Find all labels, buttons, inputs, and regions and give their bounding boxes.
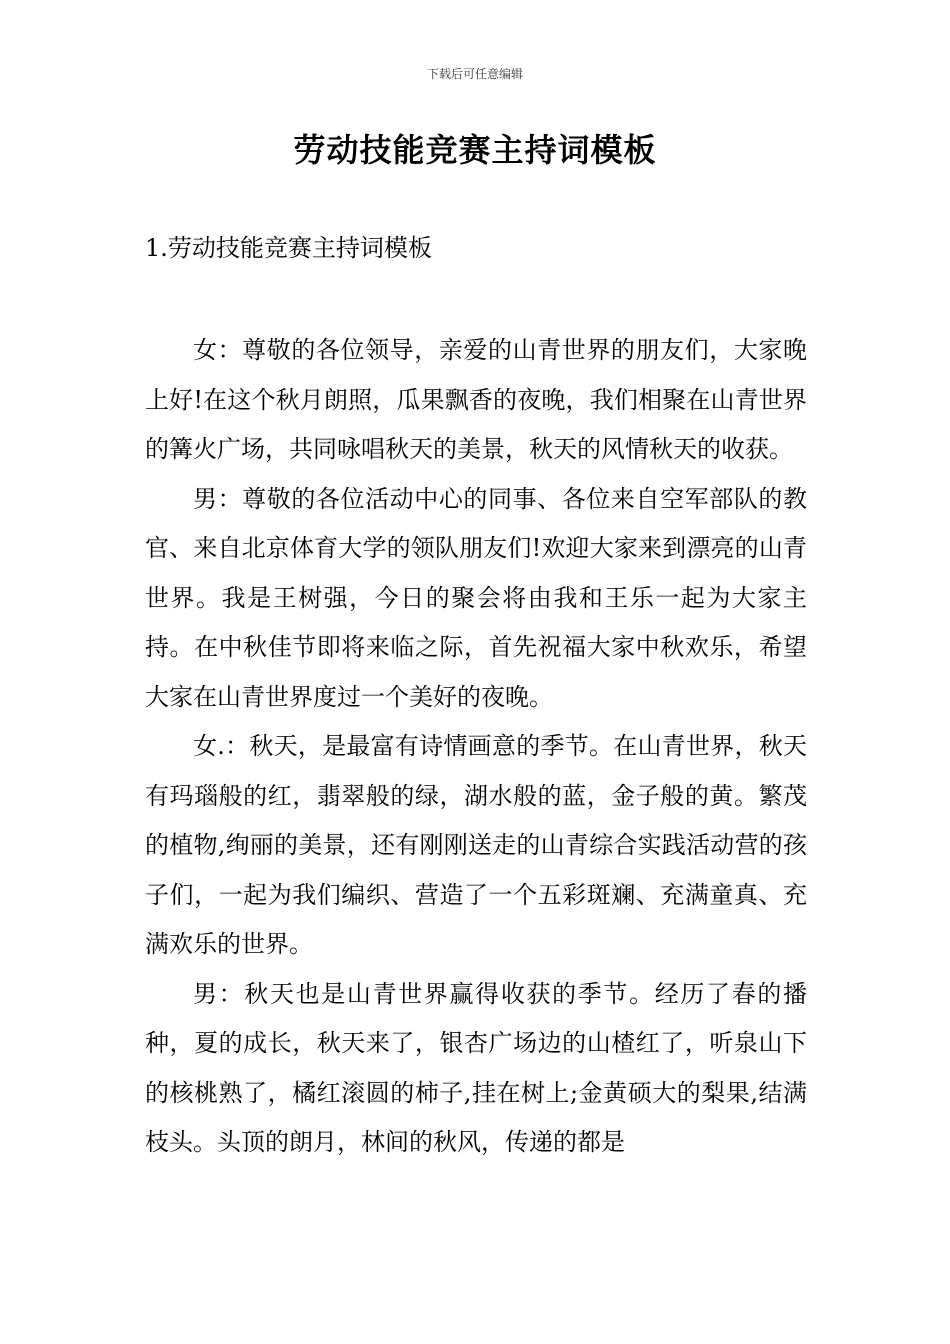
paragraph: 女.：秋天，是最富有诗情画意的季节。在山青世界，秋天有玛瑙般的红，翡翠般的绿，湖水般的蓝，金子般的黄。繁茂的植物,绚丽的美景，还有刚刚送走的山青综合实践活动营的孩子们，一起为我们编织、营造了一个五彩斑斓、充满童真、充满欢乐的世界。 (145, 732, 807, 958)
document-title: 劳动技能竞赛主持词模板 (293, 131, 657, 169)
paragraph: 男：尊敬的各位活动中心的同事、各位来自空军部队的教官、来自北京体育大学的领队朋友们!欢迎大家来到漂亮的山青世界。我是王树强，今日的聚会将由我和王乐一起为大家主持。在中秋佳节即将来临之际，首先祝福大家中秋欢乐，希望大家在山青世界度过一个美好的夜晚。 (145, 484, 807, 711)
section-heading: 1.劳动技能竞赛主持词模板 (145, 234, 432, 262)
header-note: 下载后可任意编辑 (426, 67, 523, 81)
body-text (145, 326, 807, 1168)
paragraph: 女：尊敬的各位领导，亲爱的山青世界的朋友们，大家晚上好!在这个秋月朗照，瓜果飘香的夜晚，我们相聚在山青世界的篝火广场，共同咏唱秋天的美景，秋天的风情秋天的收获。 (145, 336, 807, 463)
paragraph: 男：秋天也是山青世界赢得收获的季节。经历了春的播种，夏的成长，秋天来了，银杏广场边的山楂红了，听泉山下的核桃熟了，橘红滚圆的柿子,挂在树上;金黄硕大的梨果,结满枝头。头顶的朗月，林间的秋风，传递的都是 (145, 979, 807, 1156)
